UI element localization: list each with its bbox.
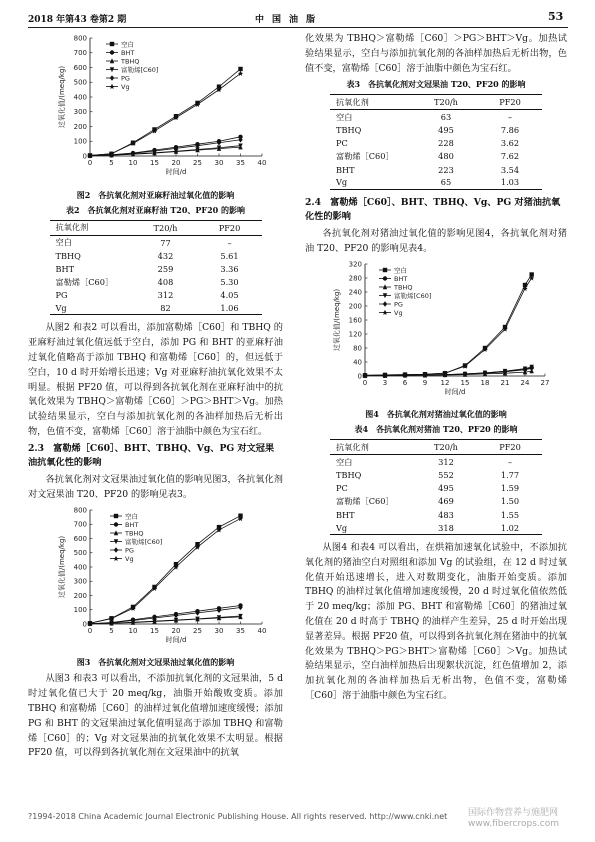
x-tick-label: 18 [480,379,490,388]
table-row [50,275,262,289]
table-cell: 4.05 [220,290,239,301]
table-cell: 1.03 [500,177,520,188]
paragraph: 各抗氧化剂对猪油过氧化值的影响见图4，各抗氧化剂对猪油 T20、PF20 的影响见表4。 [305,227,567,254]
table-cell: 富勒烯［C60］ [336,495,394,506]
table-cell: 3.62 [500,138,520,149]
legend-label: TBHQ [394,283,413,292]
x-tick-label: 40 [257,627,267,636]
figure-4-caption: 图4 各抗氧化剂对猪油过氧化值的影响 [365,409,507,420]
legend-label: 富勒烯[C60] [125,538,163,547]
legend-marker [383,277,387,281]
table-row [330,495,542,509]
legend-label: Vg [125,555,134,564]
y-axis-label: 过氧化值/(meq/kg) [58,536,66,599]
legend-marker [110,75,114,80]
x-tick-label: 5 [109,159,114,167]
legend-label: 空白 [125,512,138,521]
table-cell: 富勒烯［C60］ [336,150,394,161]
table-cell: 408 [157,277,174,288]
table-cell: – [507,457,513,468]
legend-label: PG [121,74,130,83]
table-cell: 432 [157,250,174,261]
table-header-cell: PF20 [218,222,241,233]
y-axis-label: 过氧化值/(meq/kg) [333,289,341,352]
journal-title: 中国油脂 [255,15,324,25]
table-3-caption: 表3 各抗氧化剂对文冠果油 T20、PF20 的影响 [346,79,526,90]
table-cell: 495 [438,483,454,494]
table-cell: 65 [440,177,452,188]
table-cell: TBHQ [55,250,81,261]
table-cell: BHT [55,263,75,274]
legend-marker [382,310,387,315]
legend-label: 富勒烯[C60] [394,292,432,301]
x-tick-label: 3 [382,379,388,388]
paragraph: 从图3 和表3 可以看出，不添加抗氧化剂的文冠果油，5 d 时过氧化值已大于 20 meq/kg，油脂开始酸败变质。添加 TBHQ 和富勒烯［C60］的油样过氧化值增加速度缓慢；添加 PG 和 BHT 的文冠果油过氧化值明显高于添加 TBHQ 和富勒烯［C60］的；Vg 对文冠果油的抗氧化效果不太明显。根据 PF20 值，可以得到各抗氧化剂在文冠果油中的抗氧 [28,673,283,759]
table-cell: TBHQ [336,470,362,481]
x-tick-label: 0 [87,159,93,167]
y-tick-label: 0 [357,372,362,381]
table-cell: 312 [157,290,174,301]
table-cell: Vg [55,303,67,314]
journal-issue: 2018 年第43 卷第2 期 [28,15,127,25]
legend-label: BHT [121,48,135,57]
paragraph: 从图4 和表4 可以看出，在烘箱加速氧化试验中，不添加抗氧化剂的猪油空白对照组和添加 Vg 的试验组，在 12 d 时过氧化值开始迅速增长，进入对数期变化，油脂开始变质。添加 TBHQ 的油样过氧化值增加速度缓慢，20 d 时过氧化值依然低于 20 meq/kg；添加 PG、BHT 和富勒烯［C60］的猪油过氧化值在 20 d 时高于 TBHQ 的油样产生差异，25 d 时开始出现显著差异。根据 PF20 值，可以得到各抗氧化剂在猪油中的抗氧化效果为 TBHQ＞PG＞BHT＞富勒烯［C60］＞Vg。加热试验结果显示，空白油样加热后出现絮状沉淀，红色值增加 2，添加抗氧化剂的各油样加热后无析出物，色值不变，富勒烯［C60］溶于油脂中颜色为宝石红。 [305,541,567,701]
y-tick-label: 500 [73,78,87,87]
x-tick-label: 21 [500,379,510,388]
page-header [0,10,595,26]
y-tick-label: 400 [73,563,87,572]
table-cell: 1.06 [220,303,239,314]
legend-marker [109,84,114,89]
legend-marker [114,548,118,553]
watermark-line: www.fibercrops.com [468,819,559,829]
table-cell: 223 [438,164,454,175]
paragraph: 各抗氧化剂对文冠果油过氧化值的影响见图3，各抗氧化剂对文冠果油 T20、PF20 的影响见表3。 [28,473,283,500]
y-tick-label: 700 [73,521,87,530]
x-tick-label: 0 [87,627,93,636]
table-4-caption: 表4 各抗氧化剂对猪油 T20、PF20 的影响 [354,424,518,435]
legend [110,512,162,564]
table-cell: 82 [160,303,171,314]
x-tick-label: 35 [236,627,245,636]
legend-label: 富勒烯[C60] [121,65,159,74]
table-row [330,124,542,137]
y-tick-label: 0 [82,620,87,629]
legend-label: BHT [394,275,408,284]
figure-3-chart [28,502,283,654]
table-cell: 1.55 [500,509,520,520]
x-tick-label: 25 [193,159,202,167]
figure-2-caption: 图2 各抗氧化剂对亚麻籽油过氧化值的影响 [76,190,235,200]
x-tick-label: 10 [128,159,138,167]
figure-3-caption: 图3 各抗氧化剂对文冠果油过氧化值的影响 [76,657,235,668]
y-tick-label: 200 [348,302,362,311]
legend-label: Vg [121,82,130,91]
x-tick-label: 35 [236,159,245,167]
series [87,71,243,158]
table-cell: 3.54 [500,164,520,175]
legend-marker [383,268,387,272]
y-tick-label: 80 [353,344,362,353]
table-header-cell: PF20 [499,442,521,453]
x-axis-label: 时间/d [165,168,187,176]
x-tick-label: 40 [257,159,267,167]
left-column [28,32,283,761]
table-cell: 5.30 [220,277,239,288]
table-cell: BHT [336,164,355,175]
table-row [330,163,542,176]
legend-marker [114,523,118,527]
x-tick-label: 15 [150,627,159,636]
figure-2-chart [28,32,283,187]
table-row [50,289,262,302]
table-row [330,508,542,521]
y-tick-label: 320 [348,260,362,269]
table-header-cell: PF20 [499,97,521,108]
table-cell: 5.61 [220,250,239,261]
legend-label: PG [125,546,134,555]
table-cell: 3.36 [220,263,239,274]
table-header-cell: T20/h [434,442,458,453]
y-tick-label: 700 [73,49,87,58]
table-cell: 空白 [336,456,353,467]
table-row [330,137,542,150]
table-4 [330,439,542,534]
x-tick-label: 15 [150,159,159,167]
table-cell: 1.50 [500,496,520,507]
table-header-cell: 抗氧化剂 [55,222,89,233]
legend-label: Vg [394,309,403,318]
y-tick-label: 120 [348,330,362,339]
table-row [50,262,262,275]
y-tick-label: 280 [348,274,362,283]
x-tick-label: 25 [193,627,202,636]
y-tick-label: 300 [73,578,87,587]
y-tick-label: 240 [348,288,362,297]
table-cell: 空白 [55,237,72,248]
y-tick-label: 600 [73,63,87,72]
legend-marker [110,50,114,54]
table-cell: TBHQ [336,125,362,136]
table-cell: 富勒烯［C60］ [55,276,114,287]
series [363,273,534,378]
table-row [50,302,262,315]
table-cell: 1.02 [500,522,520,533]
table-cell: 1.77 [500,470,520,481]
table-cell: 495 [438,125,454,136]
legend-marker [114,514,118,518]
table-row [50,235,262,249]
table-cell: 7.86 [500,125,520,136]
x-tick-label: 15 [460,379,470,388]
table-row [330,150,542,164]
x-tick-label: 20 [171,627,181,636]
series [363,369,534,378]
y-tick-label: 600 [73,535,87,544]
y-tick-label: 200 [73,122,87,131]
x-tick-label: 5 [109,627,114,636]
table-cell: 1.59 [500,483,520,494]
legend [106,39,158,91]
table-cell: 259 [157,263,174,274]
section-heading-2-3: 2.3 富勒烯［C60］、BHT、TBHQ、Vg、PG 对文冠果油抗氧化性的影响 [28,442,275,469]
x-tick-label: 24 [520,379,530,388]
table-cell: PC [336,138,348,149]
legend-label: PG [394,300,403,309]
table-cell: Vg [336,177,348,188]
table-cell: PG [55,290,68,301]
legend [379,266,431,318]
x-tick-label: 9 [422,379,428,388]
x-axis-label: 时间/d [444,388,466,397]
table-cell: 483 [438,509,454,520]
table-row [330,176,542,189]
legend-marker [113,556,118,561]
x-axis-label: 时间/d [165,636,187,645]
paragraph: 从图2 和表2 可以看出，添加富勒烯［C60］和 TBHQ 的亚麻籽油过氧化值远低于空白，添加 PG 和 BHT 的亚麻籽油过氧化值略高于添加 TBHQ 和富勒烯［C60］的，但远低于空白，10 d 时开始增长迅速；Vg 对亚麻籽油抗氧化效果不太明显。根据 PF20 值，可以得到各抗氧化剂在亚麻籽油中的抗氧化效果为 TBHQ＞富勒烯［C60］＞PG＞BHT＞Vg。加热试验结果显示，空白与添加抗氧化剂的各油样加热后无析出物，色值不变，富勒烯［C60］溶于油脂中颜色为宝石红。 [28,322,283,438]
legend-label: 空白 [394,266,407,275]
table-header-cell: 抗氧化剂 [336,441,369,452]
y-tick-label: 800 [73,506,87,515]
section-heading-2-4: 2.4 富勒烯［C60］、BHT、TBHQ、Vg、PG 对猪油抗氧化性的影响 [305,196,561,223]
table-cell: 空白 [336,111,353,122]
table-cell: 469 [438,496,454,507]
legend-marker [383,302,387,307]
page-number: 53 [548,10,564,23]
table-cell: 63 [440,112,452,123]
table-row [330,482,542,495]
x-tick-label: 20 [171,159,181,167]
x-tick-label: 30 [214,159,224,167]
table-cell: PC [336,483,348,494]
table-cell: 228 [438,138,454,149]
x-tick-label: 30 [214,627,224,636]
legend-marker [110,42,114,46]
y-tick-label: 100 [73,137,87,146]
table-header-cell: 抗氧化剂 [336,96,369,107]
table-row [330,469,542,482]
series [362,276,534,379]
y-tick-label: 400 [73,93,87,102]
legend-label: TBHQ [125,529,144,538]
table-cell: 552 [438,470,454,481]
x-tick-label: 12 [440,379,450,388]
y-tick-label: 40 [353,358,362,367]
table-3 [330,94,542,189]
figure-4-chart [305,256,567,406]
watermark [468,808,559,830]
watermark-line: 国际作物营养与施肥网 [468,808,559,818]
legend-label: TBHQ [121,57,140,66]
y-tick-label: 800 [73,34,87,43]
table-cell: 77 [160,237,171,248]
table-header-cell: T20/h [153,222,178,233]
x-tick-label: 0 [362,379,368,388]
y-tick-label: 200 [73,592,87,601]
paragraph: 化效果为 TBHQ＞富勒烯［C60］＞PG＞BHT＞Vg。加热试验结果显示，空白与添加抗氧化剂的各油样加热后无析出物，色值不变，富勒烯［C60］溶于油脂中颜色为宝石红。 [305,33,567,74]
legend-label: BHT [125,521,139,530]
table-cell: BHT [336,509,355,520]
x-tick-label: 10 [128,627,138,636]
table-cell: 7.62 [500,151,520,162]
table-cell: Vg [336,522,348,533]
table-cell: – [507,112,513,123]
table-cell: 312 [438,457,454,468]
y-tick-label: 500 [73,549,87,558]
table-header-cell: T20/h [434,97,458,108]
data-point [238,67,242,71]
table-row [330,455,542,469]
x-tick-label: 6 [402,379,408,388]
table-cell: 318 [438,522,454,533]
legend-label: 空白 [121,40,134,49]
y-axis-label: 过氧化值/(meq/kg) [58,65,66,129]
table-2-caption: 表2 各抗氧化剂对亚麻籽油 T20、PF20 的影响 [65,205,246,215]
table-row [330,110,542,124]
y-tick-label: 0 [82,152,87,161]
y-tick-label: 300 [73,108,87,117]
right-column [305,32,567,704]
table-cell: 480 [438,151,454,162]
table-row [330,521,542,534]
table-row [50,250,262,263]
table-2 [50,220,262,315]
y-tick-label: 160 [348,316,362,325]
y-tick-label: 100 [73,606,87,615]
copyright-footer: ?1994-2018 China Academic Journal Electronic Publishing House. All rights reserved. http://www.cnki.net [28,812,448,821]
header-rule [28,27,568,28]
x-tick-label: 27 [540,379,550,388]
table-cell: – [227,237,232,248]
